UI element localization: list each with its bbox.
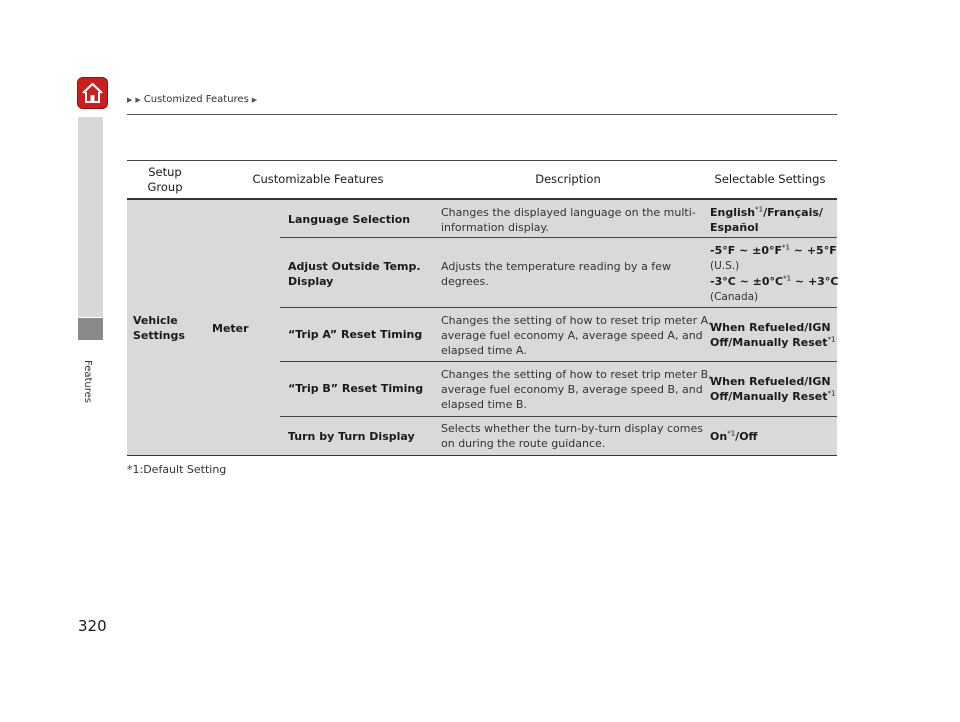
triangle-right-icon: ▶ [135,95,141,104]
settings-adjust-outside-temp: -5°F ~ $\pm 0^\circ F^{*1}$ ~ +5°F (U.S.) -3°C ~ $\pm 0^\circ C^{*1}$ ~ +3°C (Canada) [710,243,839,303]
page-number: 320 [78,617,107,635]
triangle-right-icon: ▶ [127,95,133,104]
settings-turn-by-turn-display: On$^{*1}$/Off [710,429,758,443]
description-adjust-outside-temp: Adjusts the temperature reading by a few degrees. [441,260,671,288]
header-setup-group: Setup Group [147,165,183,194]
header-customizable-features: Customizable Features [252,172,384,186]
table-bottom-rule [127,455,837,456]
row-divider [280,416,837,417]
home-button[interactable] [77,77,108,109]
feature-trip-b-reset-timing: “Trip B” Reset Timing [288,382,424,395]
side-tab-bar [78,117,103,317]
header-divider [127,114,837,115]
row-divider [280,237,837,238]
feature-trip-a-reset-timing: “Trip A” Reset Timing [288,328,423,341]
row-divider [280,361,837,362]
group-vehicle-settings: Vehicle Settings [133,314,185,342]
breadcrumb-link[interactable]: Customized Features [143,94,249,105]
settings-trip-b-reset-timing: When Refueled/IGN Off/Manually Reset$^{*1}$ [710,375,836,403]
breadcrumb [127,94,257,105]
subgroup-meter: Meter [212,322,249,335]
feature-adjust-outside-temp: Adjust Outside Temp. Display [288,260,421,288]
home-icon [81,81,104,105]
footnote-default-setting: *1:Default Setting [127,463,227,476]
description-trip-a-reset-timing: Changes the setting of how to reset trip meter A, average fuel economy A, average speed A, and elapsed time A. [441,314,712,357]
triangle-right-icon: ▶ [251,95,258,104]
description-language-selection: Changes the displayed language on the multi- information display. [441,206,696,234]
side-tab-active[interactable] [78,318,103,340]
row-divider [280,307,837,308]
header-selectable-settings: Selectable Settings [714,172,826,186]
description-turn-by-turn-display: Selects whether the turn-by-turn display comes on during the route guidance. [441,422,703,450]
table-top-rule [127,160,837,161]
settings-language-selection: English$^{*1}$/Français/ Español [710,205,823,234]
header-description: Description [535,172,601,186]
side-tab-label: Features [82,360,93,403]
feature-turn-by-turn-display: Turn by Turn Display [288,430,415,443]
settings-trip-a-reset-timing: When Refueled/IGN Off/Manually Reset$^{*1}$ [710,321,836,349]
description-trip-b-reset-timing: Changes the setting of how to reset trip meter B, average fuel economy B, average speed B, and elapsed time B. [441,368,712,411]
feature-language-selection: Language Selection [288,213,411,226]
